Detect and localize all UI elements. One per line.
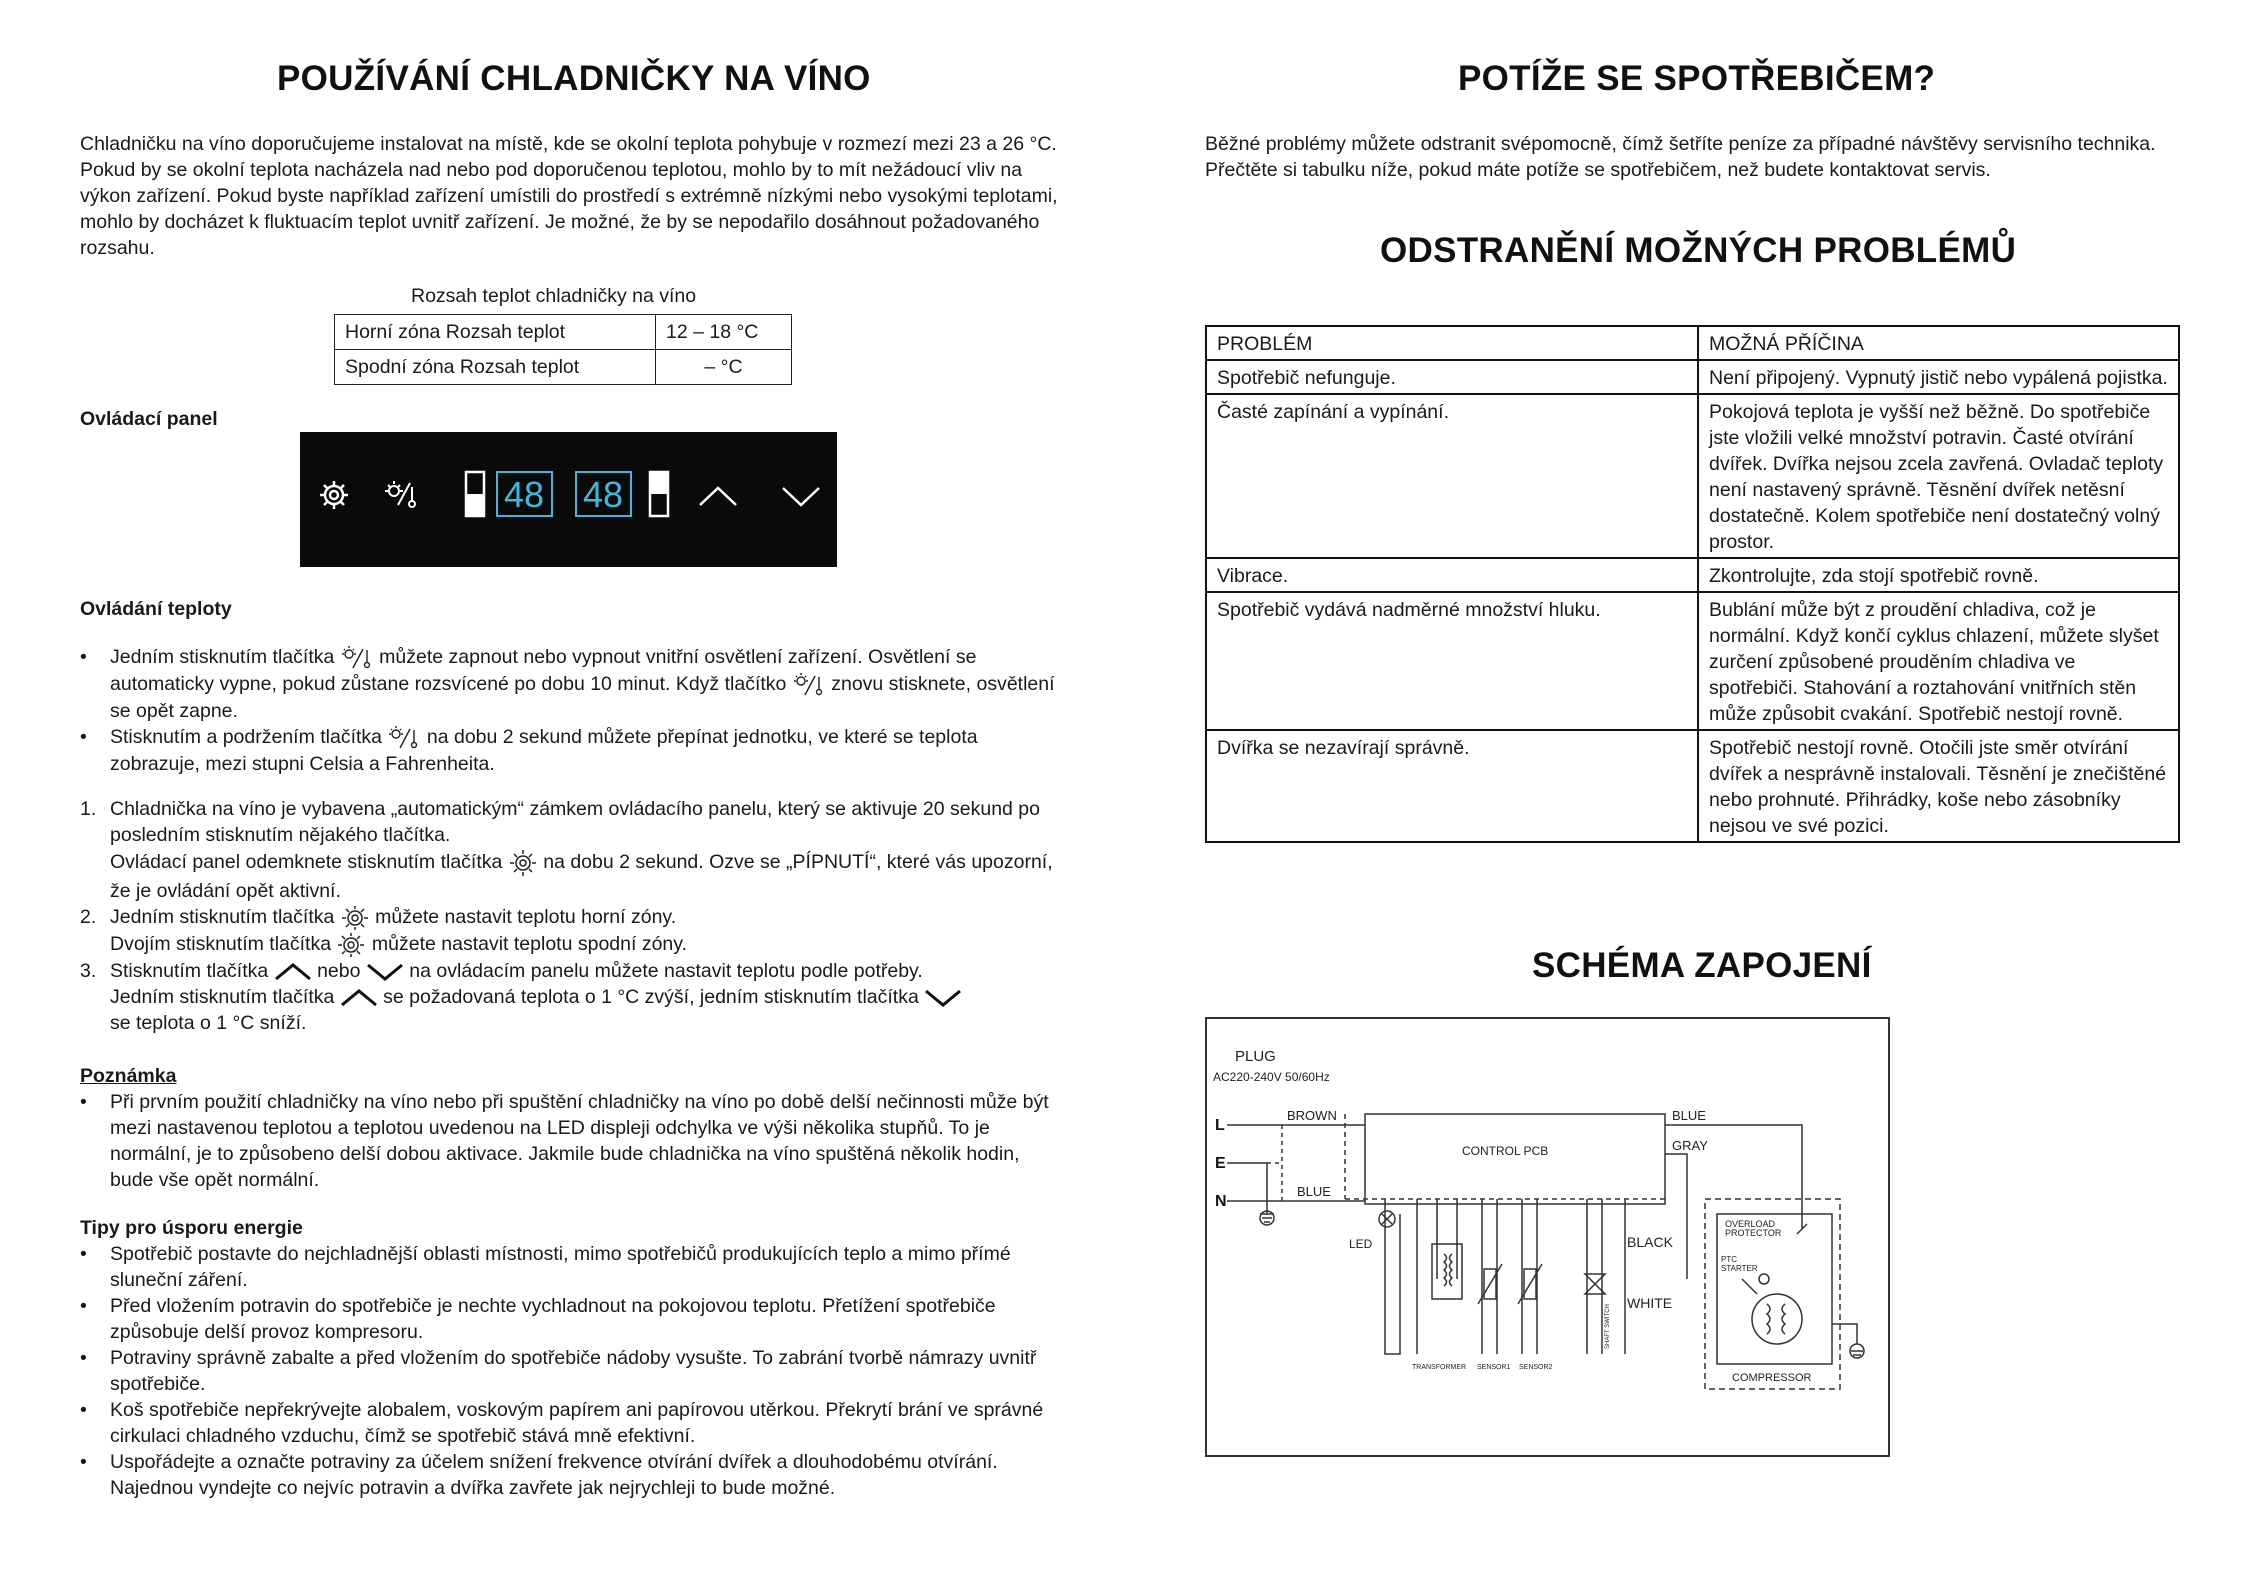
down-arrow-icon: [783, 488, 819, 505]
tips-list: [80, 1241, 1065, 1501]
cell-problem: Spotřebič vydává nadměrné množství hluku.: [1206, 592, 1698, 730]
numbered-item: [80, 958, 1065, 1036]
cell-cause: Zkontrolujte, zda stojí spotřebič rovně.: [1698, 558, 2179, 592]
light-unit-icon: [340, 645, 374, 671]
range-value: – °C: [656, 350, 792, 385]
bullet-text: znovu stisknete, osvětlení se opět zapne.: [110, 672, 1055, 722]
tip-item: • Uspořádejte a označte potraviny za účelem snížení frekvence otvírání dvířek a dlouhodobému otvírání. Najednou vyndejte co nejvíc potravin a dvířka zavřete jak nejrychleji to bude možné.: [80, 1449, 1065, 1501]
item-text: Dvojím stisknutím tlačítka: [110, 932, 332, 955]
bullet-text: na dobu 2 sekund můžete přepínat jednotku, ve které se teplota zobrazuje, mezi stupni Celsia a Fahrenheita.: [110, 725, 978, 775]
item-text: Jedním stisknutím tlačítka: [110, 985, 335, 1008]
tip-item: • Potraviny správně zabalte a před vložením do spotřebiče nádoby vysušte. To zabrání tvorbě námrazy uvnitř spotřebiče.: [80, 1345, 1065, 1397]
range-value: 12 – 18 °C: [656, 315, 792, 350]
cell-problem: Spotřebič nefunguje.: [1206, 360, 1698, 394]
item-number: 2.: [80, 906, 97, 928]
cell-cause: Spotřebič nestojí rovně. Otočili jste směr otvírání dvířek a nesprávně instalovali. Těsnění je znečištěné nebo prohnuté. Přihrádky, koše nebo zásobníky nejsou ve své pozici.: [1698, 730, 2179, 842]
starter-label: STARTER: [1721, 1264, 1758, 1273]
item-number: 3.: [80, 959, 97, 982]
bullet-text: můžete zapnout nebo vypnout vnitřní osvětlení zařízení. Osvětlení se automaticky vypne, pokud zůstane rozsvícené po dobu 10 minut. Když tlačítko: [110, 646, 977, 695]
display-upper: 48: [503, 474, 545, 515]
wire-white: WHITE: [1627, 1295, 1673, 1311]
transformer-label: TRANSFORMER: [1412, 1364, 1467, 1371]
numbered-item: [80, 904, 1065, 958]
table-row: [1206, 592, 2179, 730]
cell-cause: Není připojený. Vypnutý jistič nebo vypálená pojistka.: [1698, 360, 2179, 394]
problems-title: POTÍŽE SE SPOTŘEBIČEM?: [1458, 59, 1936, 98]
wire-blue-right: BLUE: [1672, 1108, 1706, 1123]
item-text: Ovládací panel odemknete stisknutím tlačítka: [110, 851, 503, 874]
overload-label: OVERLOAD: [1725, 1219, 1776, 1229]
ptc-label: PTC: [1721, 1255, 1737, 1264]
note-item: • Při prvním použití chladničky na víno nebo při spuštění chladničky na víno po době delší nečinnosti může být mezi nastavenou teplotou a teplotou uvedenou na LED displeji odchylka ve výši několika stupňů. To je normální, je to způsobeno delší dobou aktivace. Jakmile bude chladnička na víno spuštěná několik hodin, bude vše opět normální.: [80, 1089, 1065, 1193]
cell-problem: Časté zapínání a vypínání.: [1206, 394, 1698, 558]
bullet-text: Stisknutím a podržením tlačítka: [110, 725, 383, 748]
temp-control-bullets: [80, 644, 1065, 777]
control-pcb-box: [1365, 1114, 1665, 1204]
item-number: 1.: [80, 798, 97, 820]
up-arrow-icon: [340, 988, 378, 1008]
up-arrow-icon: [700, 488, 736, 505]
item-text: můžete nastavit teplotu horní zóny.: [375, 906, 677, 928]
light-unit-icon: [385, 481, 415, 507]
cell-problem: Dvířka se nezavírají správně.: [1206, 730, 1698, 842]
range-label: Horní zóna Rozsah teplot: [335, 315, 656, 350]
troubleshooting-title: ODSTRANĚNÍ MOŽNÝCH PROBLÉMŮ: [1380, 231, 2017, 270]
sensor2-label: SENSOR2: [1519, 1364, 1553, 1371]
display-lower: 48: [582, 474, 624, 515]
tip-item: • Koš spotřebiče nepřekrývejte alobalem, voskovým papírem ani papírovou utěrkou. Překrytí brání ve správné cirkulaci chladného vzduchu, čímž se spotřebič stává mně efektivní.: [80, 1397, 1065, 1449]
pcb-label: CONTROL PCB: [1462, 1144, 1549, 1158]
numbered-item: [80, 796, 1065, 904]
down-arrow-icon: [366, 962, 404, 982]
header-cause: MOŽNÁ PŘÍČINA: [1698, 326, 2179, 360]
wire-gray: GRAY: [1672, 1138, 1708, 1153]
item-text: Jedním stisknutím tlačítka: [110, 906, 335, 928]
led-label: LED: [1349, 1237, 1373, 1251]
sensor1-label: SENSOR1: [1477, 1364, 1511, 1371]
header-problem: PROBLÉM: [1206, 326, 1698, 360]
item-text: Chladnička na víno je vybavena „automatickým“ zámkem ovládacího panelu, který se aktivuje 20 sekund po posledním stisknutím nějakého tlačítka.: [110, 798, 1040, 846]
supply-label: AC220-240V 50/60Hz: [1213, 1070, 1330, 1084]
protector-label: PROTECTOR: [1725, 1228, 1782, 1238]
wire-brown: BROWN: [1287, 1108, 1337, 1123]
item-text: na dobu 2 sekund. Ozve se „PÍPNUTÍ“, které vás upozorní, že je ovládání opět aktivní.: [110, 851, 1053, 902]
wiring-svg: [1207, 1019, 1888, 1455]
temp-control-heading: Ovládání teploty: [80, 598, 232, 620]
numbered-list: [80, 796, 1065, 1036]
bullet-item: [80, 644, 1065, 724]
intro-paragraph: Chladničku na víno doporučujeme instalovat na místě, kde se okolní teplota pohybuje v rozmezí mezi 23 a 26 °C. Pokud by se okolní teplota nacházela nad nebo pod doporučenou teplotou, mohlo by to mít nežádoucí vliv na výkon zařízení. Pokud byste například zařízení umístili do prostředí s extrémně nízkými nebo vysokými teplotami, mohlo by docházet k fluktuacím teplot uvnitř zařízení. Je možné, že by se nepodařilo dosáhnout požadovaného rozsahu.: [80, 133, 1058, 259]
control-panel-svg: [300, 432, 837, 567]
light-unit-icon: [387, 725, 421, 751]
cell-cause: Bublání může být z proudění chladiva, což je normální. Když končí cyklus chlazení, můžete slyšet zurčení způsobené prouděním chladiva ve spotřebiči. Stahování a roztahování vnitřních stěn může způsobit cvakání. Spotřebič nestojí rovně.: [1698, 592, 2179, 730]
bullet-text: Jedním stisknutím tlačítka: [110, 646, 335, 668]
table-row: [1206, 730, 2179, 842]
line-E: E: [1215, 1155, 1226, 1172]
range-row: [335, 315, 792, 350]
gear-icon: [336, 932, 366, 958]
compressor-label: COMPRESSOR: [1732, 1372, 1812, 1384]
range-label: Spodní zóna Rozsah teplot: [335, 350, 656, 385]
range-caption: Rozsah teplot chladničky na víno: [411, 285, 697, 307]
control-panel-image: [300, 432, 837, 567]
bullet-item: [80, 724, 1065, 777]
troubleshooting-table: [1205, 325, 2180, 843]
gear-icon: [508, 848, 538, 878]
range-table: [334, 314, 792, 385]
tip-item: • Před vložením potravin do spotřebiče je nechte vychladnout na pokojovou teplotu. Přetížení spotřebiče způsobuje delší provoz kompresoru.: [80, 1293, 1065, 1345]
problems-intro: Běžné problémy můžete odstranit svépomocně, čímž šetříte peníze za případné návštěvy servisního technika. Přečtěte si tabulku níže, pokud máte potíže se spotřebičem, než budete kontaktovat servis.: [1205, 133, 2156, 181]
item-text: se požadovaná teplota o 1 °C zvýší, jedním stisknutím tlačítka: [383, 985, 919, 1008]
tip-item: • Spotřebič postavte do nejchladnější oblasti místnosti, mimo spotřebičů produkujících teplo a mimo přímé sluneční záření.: [80, 1241, 1065, 1293]
item-text: nebo: [317, 959, 361, 982]
item-text: Stisknutím tlačítka: [110, 959, 269, 982]
wiring-diagram: [1205, 1017, 1890, 1457]
plug-label: PLUG: [1235, 1048, 1276, 1065]
item-text: se teplota o 1 °C sníží.: [110, 1011, 307, 1034]
table-header-row: [1206, 326, 2179, 360]
wire-blue-left: BLUE: [1297, 1184, 1331, 1199]
valve-label: SHAFT SWITCH: [1605, 1304, 1611, 1349]
gear-icon: [320, 481, 348, 509]
table-row: [1206, 558, 2179, 592]
table-row: [1206, 360, 2179, 394]
up-arrow-icon: [274, 962, 312, 982]
note-list: [80, 1089, 1065, 1193]
item-text: můžete nastavit teplotu spodní zóny.: [371, 932, 687, 955]
line-N: N: [1215, 1193, 1227, 1210]
cell-cause: Pokojová teplota je vyšší než běžně. Do spotřebiče jste vložili velké množství potravin. Časté otvírání dvířek. Dvířka nejsou zcela zavřená. Ovladač teploty není nastavený správně. Těsnění dvířek netěsní dostatečně. Kolem spotřebiče není dostatečný volný prostor.: [1698, 394, 2179, 558]
left-title: POUŽÍVÁNÍ CHLADNIČKY NA VÍNO: [277, 59, 871, 98]
light-unit-icon: [792, 672, 826, 698]
control-panel-heading: Ovládací panel: [80, 408, 218, 430]
line-L: L: [1215, 1117, 1225, 1134]
wiring-title: SCHÉMA ZAPOJENÍ: [1532, 946, 1872, 985]
note-heading: Poznámka: [80, 1065, 177, 1087]
cell-problem: Vibrace.: [1206, 558, 1698, 592]
table-row: [1206, 394, 2179, 558]
gear-icon: [340, 905, 370, 931]
down-arrow-icon: [924, 988, 962, 1008]
wire-black: BLACK: [1627, 1234, 1673, 1250]
range-row: [335, 350, 792, 385]
tips-heading: Tipy pro úsporu energie: [80, 1217, 303, 1239]
item-text: na ovládacím panelu můžete nastavit teplotu podle potřeby.: [409, 959, 923, 982]
